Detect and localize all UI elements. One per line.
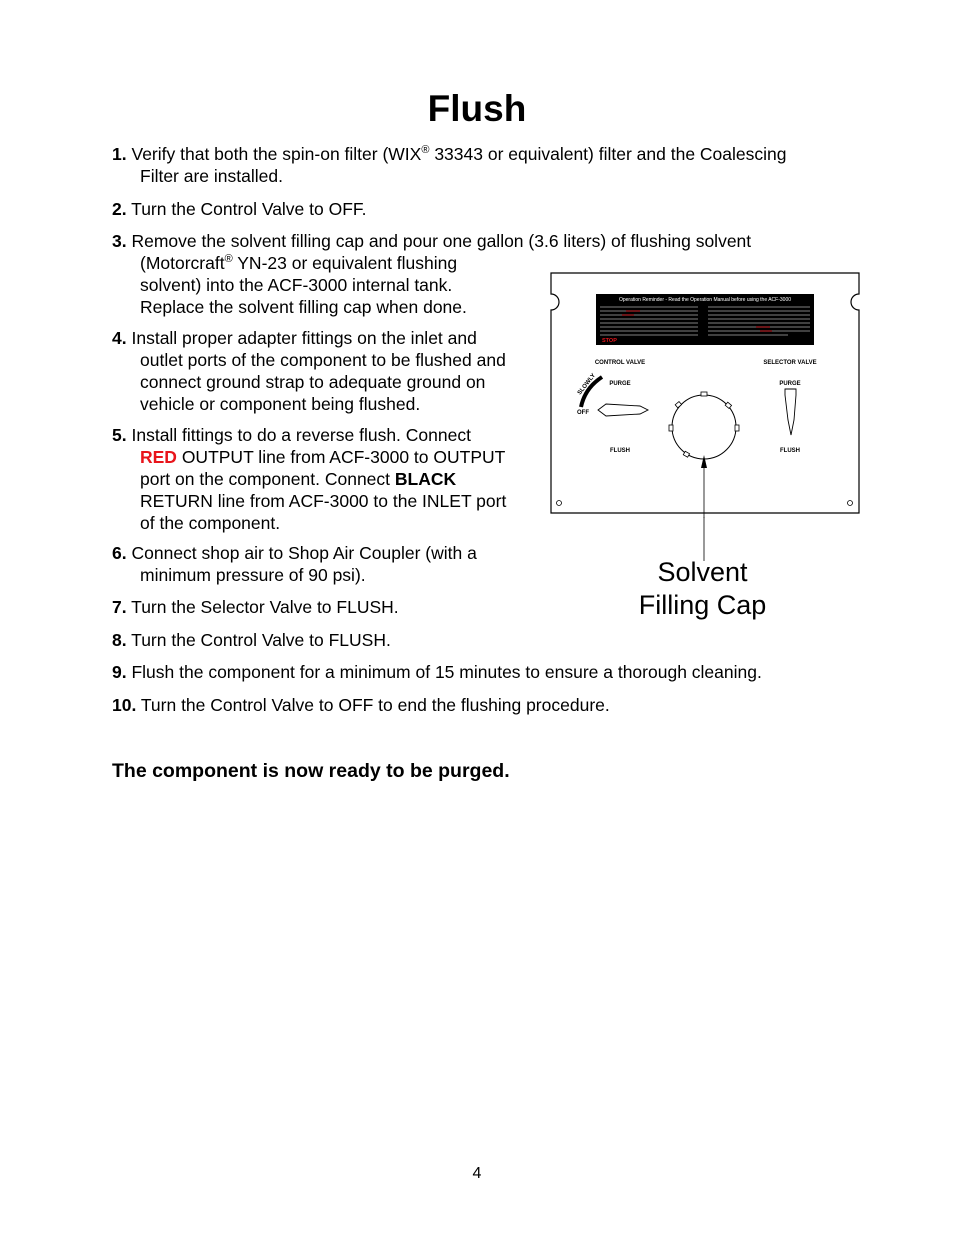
step-text: Install fittings to do a reverse flush. Connect xyxy=(131,425,471,445)
red-highlight: RED xyxy=(140,447,177,467)
flush-label-right: FLUSH xyxy=(780,448,800,454)
step-text: Replace the solvent filling cap when done. xyxy=(140,297,467,317)
solvent-filling-cap-callout xyxy=(620,556,785,622)
step-text: solvent) into the ACF-3000 internal tank. xyxy=(140,275,453,295)
callout-line: Solvent xyxy=(657,557,748,587)
step-text: Flush the component for a minimum of 15 minutes to ensure a thorough cleaning. xyxy=(131,662,762,682)
purge-label-right: PURGE xyxy=(779,381,801,387)
conclusion-text: The component is now ready to be purged. xyxy=(112,760,510,782)
step-number: 5. xyxy=(112,425,127,445)
step-text: minimum pressure of 90 psi). xyxy=(140,565,366,585)
slowly-label: SLOWLY xyxy=(576,372,598,397)
step-text: (Motorcraft xyxy=(140,253,225,273)
step-text: RETURN line from ACF-3000 to the INLET port xyxy=(140,491,507,511)
step-5 xyxy=(112,424,506,534)
step-number: 1. xyxy=(112,144,127,164)
page-number: 4 xyxy=(472,1165,482,1182)
step-text: Connect shop air to Shop Air Coupler (with a xyxy=(131,543,477,563)
step-number: 2. xyxy=(112,199,127,219)
flush-label-left: FLUSH xyxy=(610,448,630,454)
step-text: port on the component. Connect xyxy=(140,469,395,489)
control-valve-handle xyxy=(598,404,648,416)
step-4 xyxy=(112,327,506,415)
step-10 xyxy=(112,694,610,716)
step-text: outlet ports of the component to be flushed and xyxy=(140,350,506,370)
step-text: Turn the Control Valve to OFF. xyxy=(131,199,367,219)
reminder-title: Operation Reminder - Read the Operation Manual before using the ACF-3000 xyxy=(618,297,792,303)
step-text: OUTPUT line from ACF-3000 to OUTPUT xyxy=(176,447,506,467)
control-valve-label: CONTROL VALVE xyxy=(594,360,646,366)
page-title: Flush xyxy=(427,88,527,129)
step-text: of the component. xyxy=(140,513,281,533)
selector-valve-label: SELECTOR VALVE xyxy=(763,360,817,366)
off-label: OFF xyxy=(577,410,589,416)
step-number: 7. xyxy=(112,597,127,617)
step-text: Turn the Control Valve to OFF to end the flushing procedure. xyxy=(140,695,610,715)
step-number: 10. xyxy=(112,695,137,715)
control-panel-illustration xyxy=(548,270,864,518)
step-number: 4. xyxy=(112,328,127,348)
registered-mark: ® xyxy=(224,253,233,266)
step-number: 3. xyxy=(112,231,127,251)
step-8 xyxy=(112,629,391,651)
step-2 xyxy=(112,198,367,220)
step-text: 33343 or equivalent) filter and the Coalescing xyxy=(429,144,787,164)
step-text: Remove the solvent filling cap and pour one gallon (3.6 liters) of flushing solvent xyxy=(131,231,752,251)
black-highlight: BLACK xyxy=(394,469,457,489)
step-text: vehicle or component being flushed. xyxy=(140,394,421,414)
step-7 xyxy=(112,596,399,618)
registered-mark: ® xyxy=(421,144,430,157)
step-9 xyxy=(112,661,762,683)
step-1 xyxy=(112,143,787,187)
cap-tab xyxy=(701,392,707,396)
step-text: Install proper adapter fittings on the inlet and xyxy=(131,328,477,348)
purge-label-left: PURGE xyxy=(609,381,631,387)
step-text: Turn the Selector Valve to FLUSH. xyxy=(131,597,399,617)
step-text: Turn the Control Valve to FLUSH. xyxy=(131,630,391,650)
cap-tab xyxy=(735,425,739,431)
step-number: 9. xyxy=(112,662,127,682)
callout-line: Filling Cap xyxy=(638,590,767,620)
step-text: YN-23 or equivalent flushing xyxy=(232,253,458,273)
step-number: 6. xyxy=(112,543,127,563)
pointer-line-extension xyxy=(703,517,705,561)
step-number: 8. xyxy=(112,630,127,650)
step-text: Verify that both the spin-on filter (WIX xyxy=(131,144,422,164)
step-6 xyxy=(112,542,477,586)
step-text: Filter are installed. xyxy=(140,166,283,186)
step-text: connect ground strap to adequate ground on xyxy=(140,372,486,392)
cap-tab xyxy=(669,425,673,431)
stop-label: STOP xyxy=(602,338,617,344)
